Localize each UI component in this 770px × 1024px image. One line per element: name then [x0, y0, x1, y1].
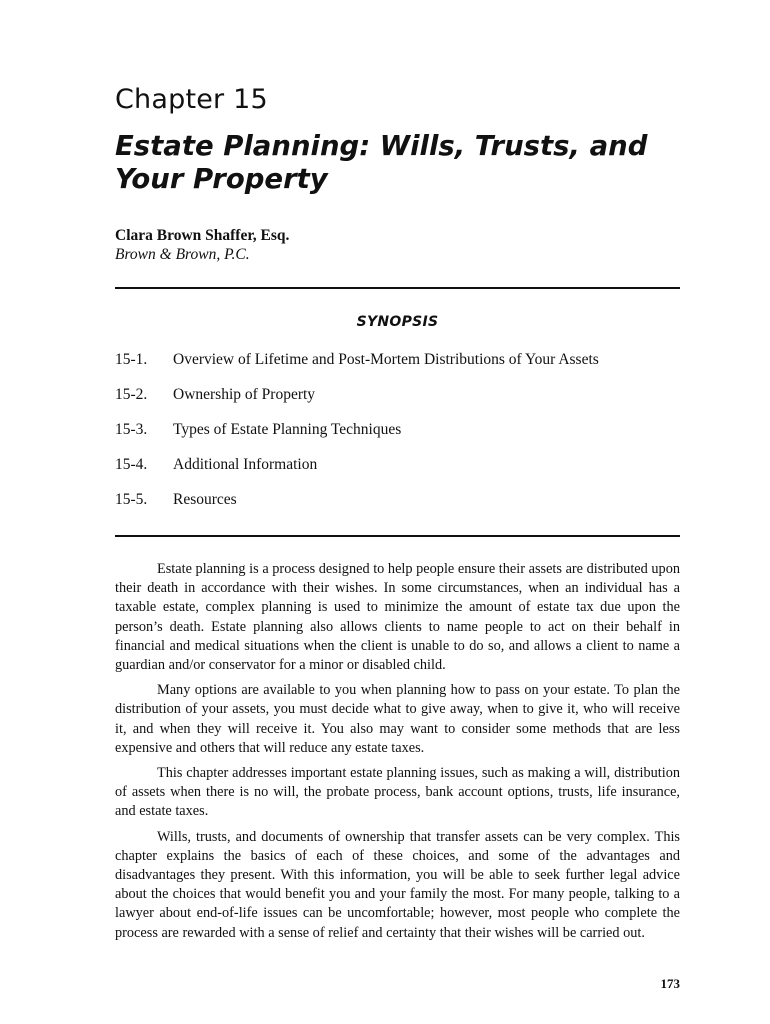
synopsis-item-number: 15-5.	[115, 491, 148, 508]
synopsis-item-label: Types of Estate Planning Techniques	[173, 421, 402, 438]
synopsis-item	[115, 456, 599, 491]
page-number: 173	[660, 976, 680, 991]
synopsis-item	[115, 491, 599, 526]
synopsis-item-number: 15-3.	[115, 421, 148, 438]
chapter-title: Estate Planning: Wills, Trusts, and Your Property	[115, 130, 648, 195]
author-name: Clara Brown Shaffer, Esq.	[115, 227, 290, 244]
synopsis-item	[115, 421, 599, 456]
synopsis-top-rule	[115, 287, 680, 289]
synopsis-item-label: Additional Information	[173, 456, 318, 473]
chapter-label: Chapter 15	[115, 84, 268, 115]
author-affiliation: Brown & Brown, P.C.	[115, 246, 250, 263]
synopsis-item-number: 15-1.	[115, 351, 148, 368]
synopsis-item-label: Overview of Lifetime and Post-Mortem Distributions of Your Assets	[173, 351, 599, 368]
synopsis-item	[115, 351, 599, 386]
body-paragraph: Wills, trusts, and documents of ownership that transfer assets can be very complex. This chapter explains the basics of each of these choices, and some of the advantages and disadvantages they present. With this information, you will be able to seek further legal advice about the choices that would benefit you and your family the most. For many people, talking to a lawyer about end-of-life issues can be uncomfortable; however, most people who complete the process are rewarded with a sense of relief and certainty that their wishes will be carried out.	[115, 828, 680, 941]
synopsis-item	[115, 386, 599, 421]
document-page	[115, 0, 680, 1024]
body-paragraph: Many options are available to you when planning how to pass on your estate. To plan the distribution of your assets, you must decide what to give away, when to give it, who will receive it, and when they will receive it. You also may want to consider some methods that are less expensive and others that will reduce any estate taxes.	[115, 682, 680, 756]
body-paragraph: This chapter addresses important estate planning issues, such as making a will, distribution of assets when there is no will, the probate process, bank account options, trusts, life insurance, and estate taxes.	[115, 765, 680, 820]
synopsis-item-number: 15-4.	[115, 456, 148, 473]
synopsis-bottom-rule	[115, 535, 680, 537]
synopsis-item-label: Ownership of Property	[173, 386, 316, 403]
body-text	[115, 560, 680, 949]
synopsis-heading: SYNOPSIS	[356, 314, 439, 330]
body-paragraph: Estate planning is a process designed to help people ensure their assets are distributed upon their death in accordance with their wishes. In some circumstances, when an individual has a taxable estate, complex planning is used to minimize the amount of estate tax due upon the person’s death. Estate planning also allows clients to name people to act on their behalf in financial and medical situations when the client is unable to do so, and allows a client to name a guardian and/or conservator for a minor or disabled child.	[115, 561, 680, 674]
synopsis-list	[115, 351, 599, 526]
synopsis-item-number: 15-2.	[115, 386, 148, 403]
synopsis-item-label: Resources	[173, 491, 237, 508]
